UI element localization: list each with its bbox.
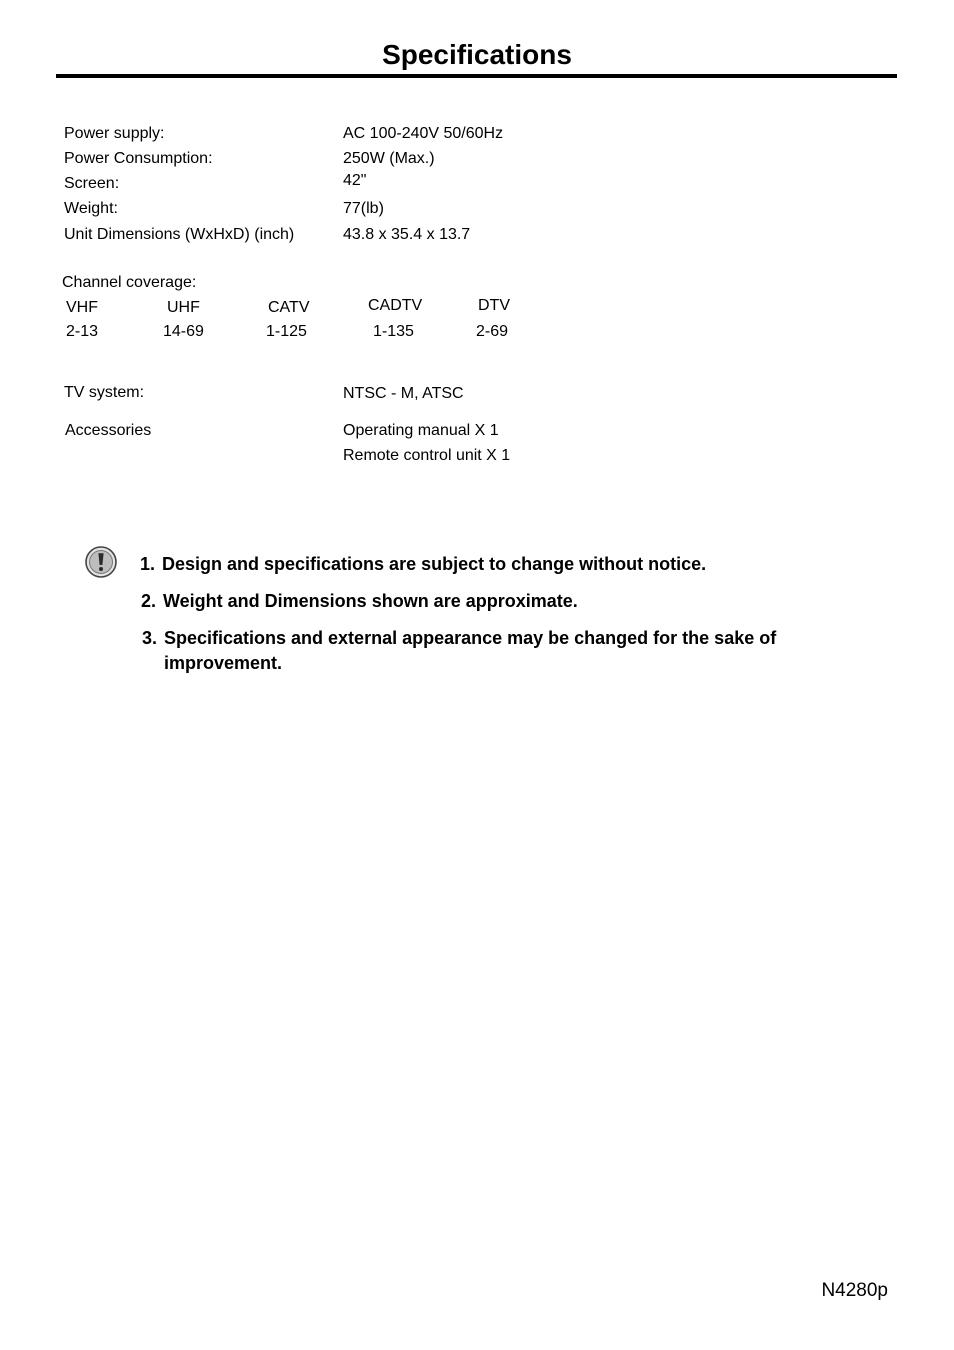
spec-value-power-supply: AC 100-240V 50/60Hz [343,125,504,142]
channel-value-uhf: 14-69 [163,323,204,340]
note-text: Design and specifications are subject to change without notice. [162,554,707,574]
spec-label-dimensions: Unit Dimensions (WxHxD) (inch) [64,226,295,243]
note-text-continuation: improvement. [164,653,283,673]
accessory-item: Remote control unit X 1 [343,447,511,464]
spec-value-power-consumption: 250W (Max.) [343,150,435,167]
exclamation-icon [85,546,117,578]
channel-value-cadtv: 1-135 [373,323,414,340]
note-text: Weight and Dimensions shown are approximate. [163,591,578,611]
channel-value-dtv: 2-69 [476,323,509,340]
channel-header-dtv: DTV [478,297,510,314]
spec-value-dimensions: 43.8 x 35.4 x 13.7 [343,226,471,243]
channel-header-uhf: UHF [167,299,200,316]
spec-value-screen: 42" [343,172,367,189]
channel-coverage-title: Channel coverage: [62,274,197,291]
spec-label-weight: Weight: [64,200,118,217]
spec-label-screen: Screen: [64,175,120,192]
spec-value-weight: 77(lb) [343,200,384,217]
note-number: 2. [141,591,157,611]
tv-system-value: NTSC - M, ATSC [343,385,464,402]
channel-value-vhf: 2-13 [66,323,99,340]
note-number: 3. [142,628,158,648]
title-rule [56,74,897,78]
page-code: N4280p [821,1280,888,1301]
note-number: 1. [140,554,156,574]
channel-value-catv: 1-125 [266,323,307,340]
spec-label-power-supply: Power supply: [64,125,165,142]
tv-system-label: TV system: [64,384,145,401]
channel-header-vhf: VHF [66,299,98,316]
spec-label-power-consumption: Power Consumption: [64,150,213,167]
channel-header-cadtv: CADTV [368,297,423,314]
accessory-item: Operating manual X 1 [343,422,499,439]
accessories-label: Accessories [65,422,152,439]
note-text: Specifications and external appearance may be changed for the sake of [164,628,777,648]
page-title: Specifications [382,39,572,70]
channel-header-catv: CATV [268,299,310,316]
